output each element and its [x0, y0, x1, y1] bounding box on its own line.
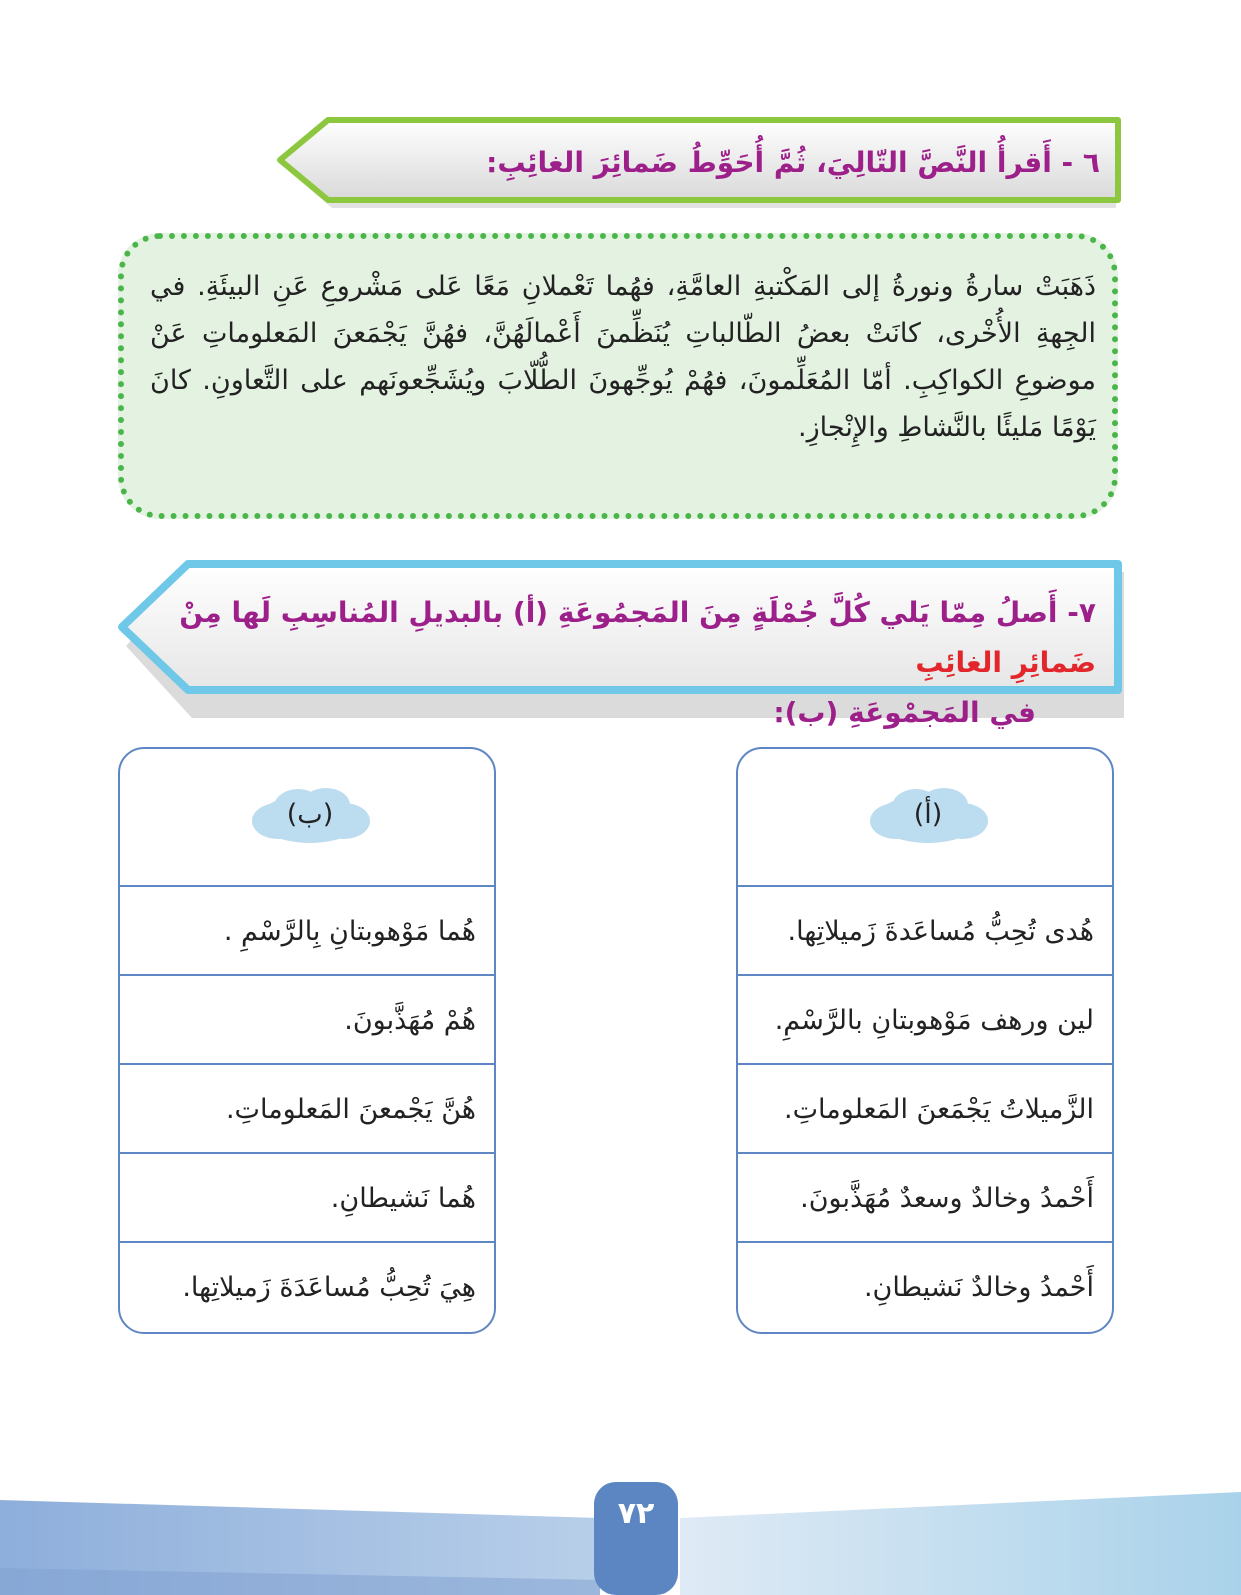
- group-a-label: (أ): [913, 799, 943, 830]
- group-a-item[interactable]: الزَّميلاتُ يَجْمَعنَ المَعلوماتِ.: [738, 1065, 1112, 1154]
- passage-text: ذَهَبَتْ سارةُ ونورةُ إلى المَكْتبةِ العامَّةِ، فهُما تَعْملانِ مَعًا عَلى مَشْروعِ عَنِ البيئَةِ. في الجِهةِ الأُخْرى، كانَتْ بعضُ الطّالباتِ يُنَظِّمنَ أَعْمالَهُنَّ، فهُنَّ يَجْمَعنَ المَعلوماتِ عَنْ موضوعِ الكواكِبِ. أمّا المُعَلِّمونَ، فهُمْ يُوجِّهونَ الطُّلّابَ ويُشَجِّعونَهم على التَّعاونِ. كانَ يَوْمًا مَليئًا بالنَّشاطِ والإِنْجازِ.: [150, 271, 1096, 443]
- group-a-item[interactable]: أَحْمدُ وخالدٌ وسعدٌ مُهَذَّبونَ.: [738, 1154, 1112, 1243]
- group-b-item[interactable]: هِيَ تُحِبُّ مُساعَدَةَ زَميلاتِها.: [182, 1272, 476, 1303]
- group-b-header: [120, 749, 494, 887]
- group-a-item[interactable]: أَحْمدُ وخالدٌ نَشيطانِ.: [863, 1272, 1094, 1303]
- group-b-item[interactable]: هُنَّ يَجْمعنَ المَعلوماتِ.: [120, 1065, 494, 1154]
- question-7-highlight: ضَمائِرِ الغائِبِ: [915, 646, 1096, 679]
- question-7-line-2: في المَجمْوعَةِ (ب):: [773, 696, 1036, 729]
- group-a-item[interactable]: هُدى تُحِبُّ مُساعَدةَ زَميلاتِها.: [738, 887, 1112, 976]
- group-b-item[interactable]: هُما نَشيطانِ.: [120, 1154, 494, 1243]
- group-a-header: [738, 749, 1112, 887]
- question-7-instruction: [176, 588, 1096, 729]
- group-b-item[interactable]: هُمْ مُهَذَّبونَ.: [120, 976, 494, 1065]
- group-a-column: [736, 747, 1114, 1334]
- group-b-label: (ب): [286, 799, 334, 830]
- question-6-instruction: ٦ - أَقرأُ النَّصَّ التّالِيَ، ثُمَّ أُحَوِّطُ ضَمائِرَ الغائِبِ:: [486, 146, 1100, 179]
- page-number: ٧٢: [617, 1496, 655, 1531]
- group-a-item[interactable]: لين ورهف مَوْهوبتانِ بالرَّسْمِ.: [738, 976, 1112, 1065]
- group-b-item[interactable]: هُما مَوْهوبتانِ بِالرَّسْمِ .: [120, 887, 494, 976]
- group-b-column: [118, 747, 496, 1334]
- question-7-line-1: ٧- أَصلُ مِمّا يَلي كُلَّ جُمْلَةٍ مِنَ المَجمُوعَةِ (أ) بالبديلِ المُناسِبِ لَها مِنْ ضَمائِرِ الغائِبِ: [179, 596, 1096, 679]
